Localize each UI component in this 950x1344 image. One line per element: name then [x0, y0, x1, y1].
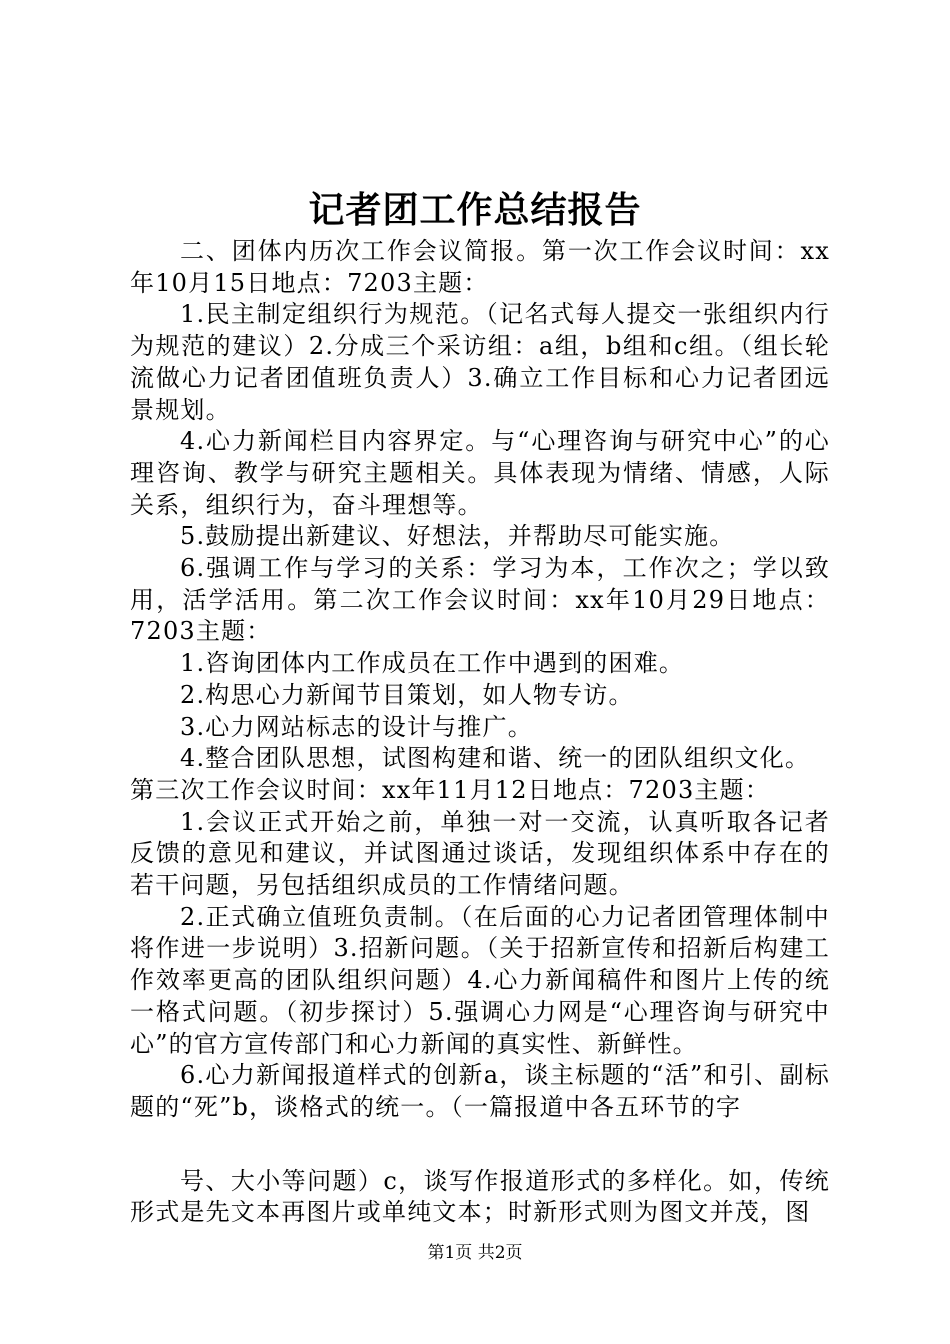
paragraph: 3.心力网站标志的设计与推广。	[180, 712, 533, 741]
page-footer: 第1页 共2页	[427, 1243, 523, 1263]
paragraph: 1.民主制定组织行为规范。（记名式每人提交一张组织内行为规范的建议）2.分成三个采访组：a组，b组和c组。（组长轮流做心力记者团值班负责人）3.确立工作目标和心力记者团远景规划。	[130, 300, 830, 424]
paragraph: 二、团体内历次工作会议简报。第一次工作会议时间：xx年10月15日地点：7203主题：	[130, 237, 830, 297]
document-title: 记者团工作总结报告	[308, 189, 642, 231]
paragraph: 4.心力新闻栏目内容界定。与“心理咨询与研究中心”的心理咨询、教学与研究主题相关。具体表现为情绪、情感，人际关系，组织行为，奋斗理想等。	[130, 427, 830, 519]
paragraph: 1.咨询团体内工作成员在工作中遇到的困难。	[180, 649, 685, 678]
paragraph: 6.强调工作与学习的关系：学习为本，工作次之；学以致用，活学活用。第二次工作会议时间：xx年10月29日地点：7203主题：	[130, 554, 830, 646]
paragraph: 第三次工作会议时间：xx年11月12日地点：7203主题：	[130, 775, 771, 804]
paragraph: 6.心力新闻报道样式的创新a，谈主标题的“活”和引、副标题的“死”b，谈格式的统一。（一篇报道中各五环节的字	[130, 1061, 830, 1121]
paragraph: 1.会议正式开始之前，单独一对一交流，认真听取各记者反馈的意见和建议，并试图通过谈话，发现组织体系中存在的若干问题，另包括组织成员的工作情绪问题。	[130, 807, 830, 900]
paragraph: 2.构思心力新闻节目策划，如人物专访。	[180, 680, 634, 709]
document-body	[130, 236, 830, 1229]
paragraph: 2.正式确立值班负责制。（在后面的心力记者团管理体制中将作进一步说明）3.招新问题。（关于招新宣传和招新后构建工作效率更高的团队组织问题）4.心力新闻稿件和图片上传的统一格式问题。（初步探讨）5.强调心力网是“心理咨询与研究中心”的官方宣传部门和心力新闻的真实性、新鲜性。	[130, 902, 830, 1058]
paragraph: 号、大小等问题）c，谈写作报道形式的多样化。如，传统形式是先文本再图片或单纯文本；时新形式则为图文并茂，图	[130, 1166, 830, 1227]
paragraph: 5.鼓励提出新建议、好想法，并帮助尽可能实施。	[180, 522, 735, 551]
paragraph: 4.整合团队思想，试图构建和谐、统一的团队组织文化。	[180, 744, 811, 773]
